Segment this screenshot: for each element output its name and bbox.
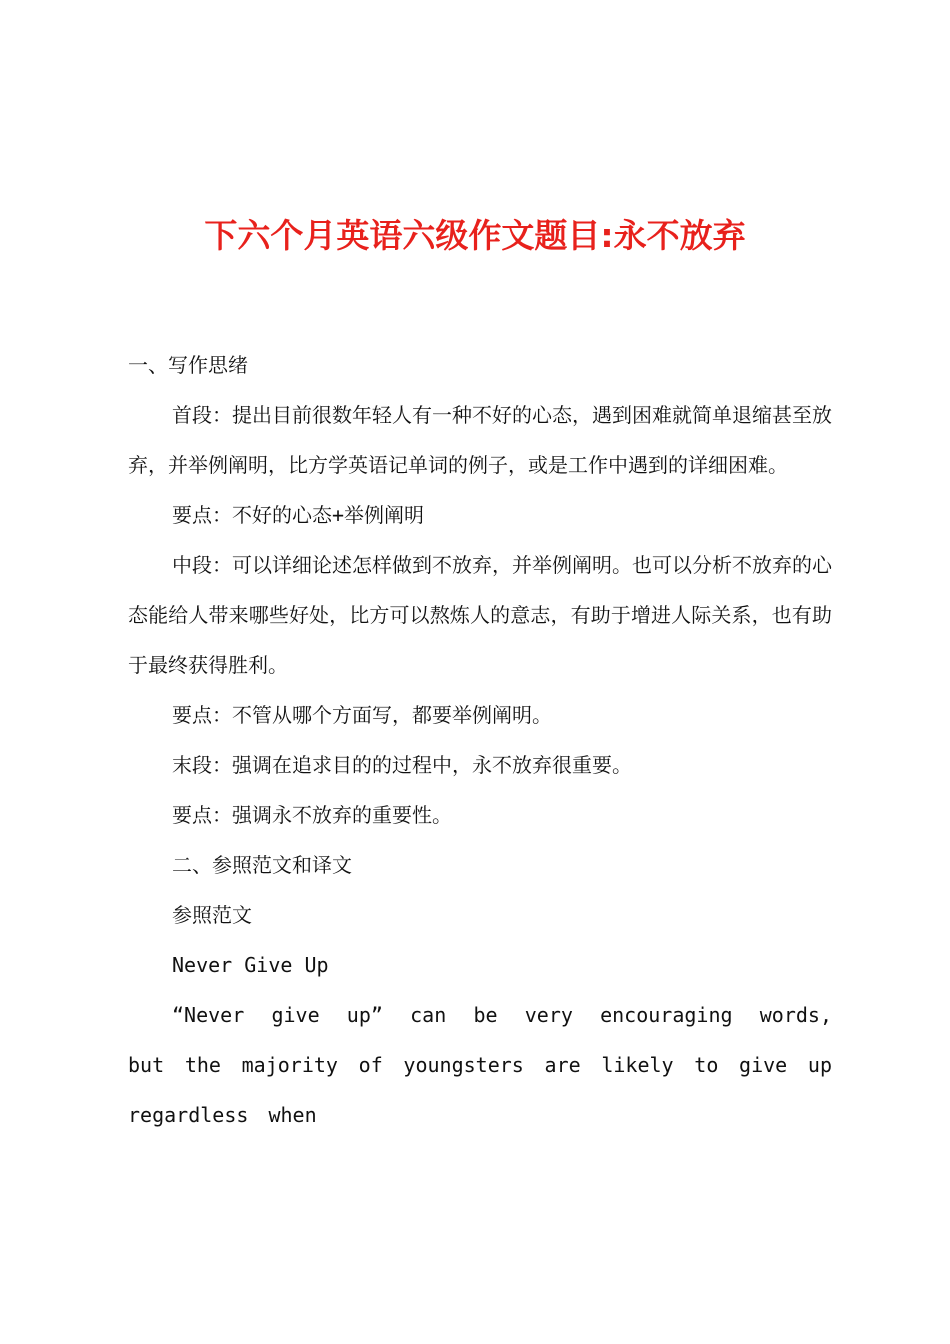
paragraph-last-points: 要点：强调永不放弃的重要性。 (172, 803, 452, 827)
document-body (128, 340, 832, 1140)
section-heading-sample-essay: 二、参照范文和译文 (172, 853, 352, 877)
document-title: 下六个月英语六级作文题目:永不放弃 (204, 216, 746, 255)
paragraph-middle-points: 要点：不管从哪个方面写，都要举例阐明。 (172, 703, 552, 727)
paragraph-first-section: 首段：提出目前很数年轻人有一种不好的心态，遇到困难就简单退缩甚至放弃，并举例阐明，比方学英语记单词的例子，或是工作中遇到的详细困难。 (128, 403, 832, 477)
sample-essay-label: 参照范文 (172, 903, 252, 927)
paragraph-first-points: 要点：不好的心态+举例阐明 (172, 503, 425, 527)
paragraph-middle-section: 中段：可以详细论述怎样做到不放弃，并举例阐明。也可以分析不放弃的心态能给人带来哪些好处，比方可以熬炼人的意志，有助于增进人际关系，也有助于最终获得胜利。 (128, 553, 832, 677)
section-heading-writing-ideas: 一、写作思绪 (128, 353, 248, 377)
essay-title: Never Give Up (172, 953, 329, 977)
essay-paragraph: “Never give up” can be very encouraging words, but the majority of youngsters are likely to give up regardless when (128, 1003, 832, 1127)
paragraph-last-section: 末段：强调在追求目的的过程中，永不放弃很重要。 (172, 753, 632, 777)
